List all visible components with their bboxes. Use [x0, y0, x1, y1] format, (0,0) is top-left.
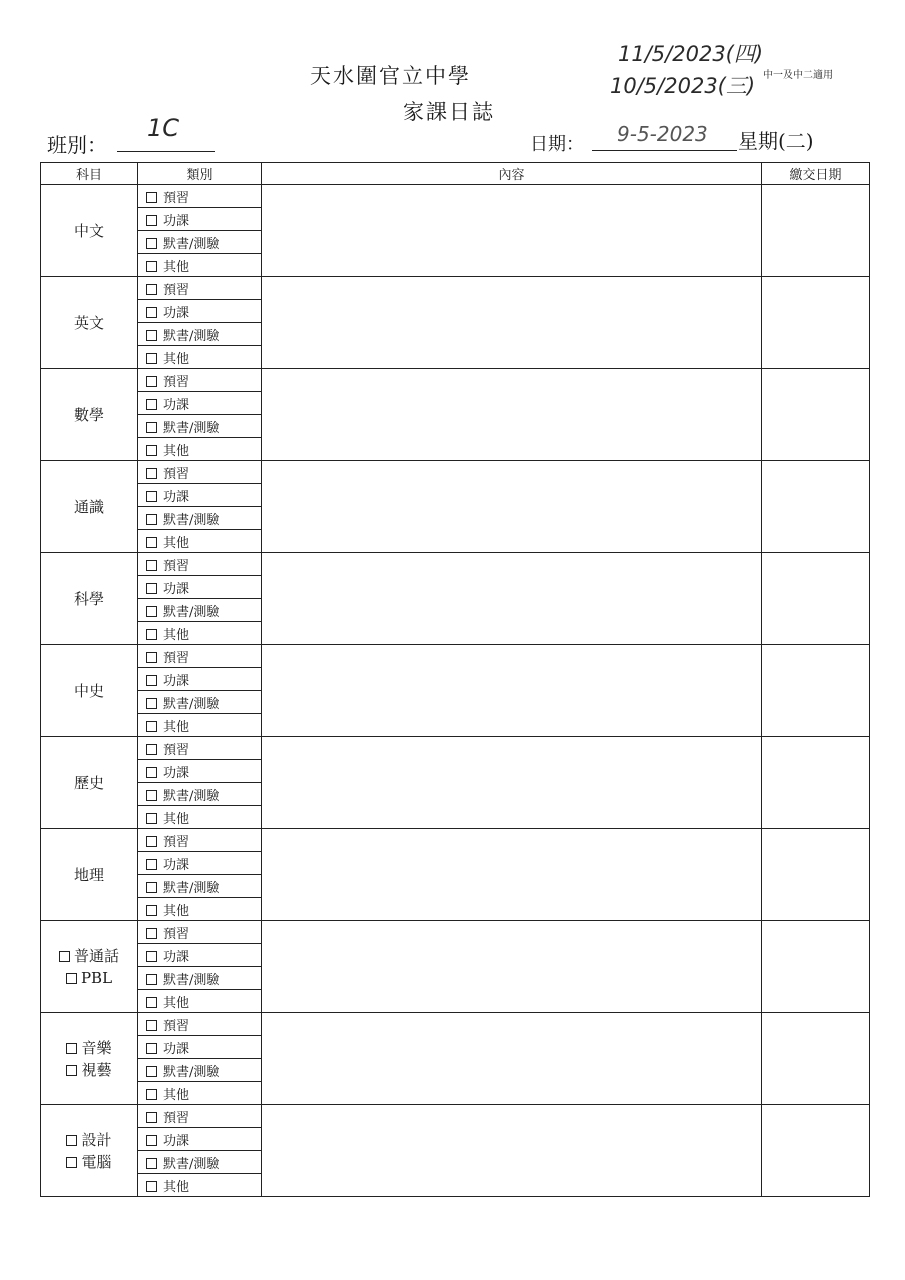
- category-cell[interactable]: [138, 990, 262, 1013]
- checkbox[interactable]: [66, 1043, 77, 1054]
- table-row: [41, 645, 870, 668]
- category-cell[interactable]: [138, 392, 262, 415]
- subject-name[interactable]: [41, 945, 137, 967]
- due-date-cell[interactable]: [762, 829, 870, 921]
- category-label: 功課: [163, 949, 190, 965]
- category-label: 默書/測驗: [163, 512, 220, 528]
- checkbox[interactable]: [146, 445, 157, 456]
- subject-name[interactable]: [41, 967, 137, 989]
- category-label: 默書/測驗: [163, 880, 220, 896]
- category-label: 其他: [163, 443, 190, 459]
- category-cell[interactable]: [138, 254, 262, 277]
- checkbox[interactable]: [146, 491, 157, 502]
- checkbox[interactable]: [146, 790, 157, 801]
- checkbox[interactable]: [146, 905, 157, 916]
- category-label: 默書/測驗: [163, 972, 220, 988]
- subject-name: [41, 588, 137, 610]
- category-cell[interactable]: [138, 323, 262, 346]
- table-body: [41, 185, 870, 1197]
- class-value[interactable]: 1C: [147, 114, 180, 142]
- category-cell[interactable]: [138, 668, 262, 691]
- category-label: 預習: [163, 834, 190, 850]
- category-label: 其他: [163, 351, 190, 367]
- due-date-cell[interactable]: [762, 737, 870, 829]
- category-cell[interactable]: [138, 576, 262, 599]
- table-row: [41, 921, 870, 944]
- checkbox[interactable]: [146, 744, 157, 755]
- subject-label: 地理: [73, 865, 104, 884]
- category-label: 功課: [163, 857, 190, 873]
- category-cell[interactable]: [138, 944, 262, 967]
- category-cell[interactable]: [138, 507, 262, 530]
- column-header-subject: 科目: [41, 163, 138, 185]
- category-cell[interactable]: [138, 1151, 262, 1174]
- applicability-note: 中一及中二適用: [763, 70, 833, 81]
- category-label: 默書/測驗: [163, 1156, 220, 1172]
- category-cell[interactable]: [138, 921, 262, 944]
- category-cell[interactable]: [138, 967, 262, 990]
- subject-name: [41, 772, 137, 794]
- subject-label: PBL: [80, 968, 113, 987]
- subject-name: [41, 680, 137, 702]
- category-label: 默書/測驗: [163, 1064, 220, 1080]
- subject-cell: [41, 185, 138, 277]
- category-cell[interactable]: [138, 1013, 262, 1036]
- category-label: 功課: [163, 305, 190, 321]
- checkbox[interactable]: [146, 1135, 157, 1146]
- subject-label: 視藝: [81, 1060, 112, 1079]
- subject-cell: [41, 1105, 138, 1197]
- table-row: [41, 277, 870, 300]
- category-cell[interactable]: [138, 1174, 262, 1197]
- checkbox[interactable]: [146, 997, 157, 1008]
- date-underline: [592, 150, 737, 151]
- checkbox[interactable]: [146, 514, 157, 525]
- category-cell[interactable]: [138, 1105, 262, 1128]
- category-cell[interactable]: [138, 553, 262, 576]
- checkbox[interactable]: [146, 652, 157, 663]
- content-cell[interactable]: [262, 1105, 762, 1197]
- category-cell[interactable]: [138, 783, 262, 806]
- due-date-cell[interactable]: [762, 369, 870, 461]
- subject-name: [41, 404, 137, 426]
- subject-label: 歷史: [73, 773, 104, 792]
- category-label: 默書/測驗: [163, 328, 220, 344]
- class-label: 班別：: [47, 133, 107, 157]
- checkbox[interactable]: [146, 307, 157, 318]
- category-label: 預習: [163, 190, 190, 206]
- checkbox[interactable]: [146, 583, 157, 594]
- checkbox[interactable]: [146, 928, 157, 939]
- checkbox[interactable]: [146, 698, 157, 709]
- due-date-cell[interactable]: [762, 277, 870, 369]
- subject-label: 設計: [81, 1130, 112, 1149]
- subject-cell: [41, 645, 138, 737]
- category-cell[interactable]: [138, 714, 262, 737]
- category-cell[interactable]: [138, 300, 262, 323]
- category-label: 功課: [163, 397, 190, 413]
- category-cell[interactable]: [138, 185, 262, 208]
- category-label: 功課: [163, 213, 190, 229]
- table-row: [41, 1013, 870, 1036]
- handwritten-date-2: 10/5/2023(三): [610, 74, 756, 98]
- class-underline: [117, 151, 215, 152]
- column-header-due-date: 繳交日期: [762, 163, 870, 185]
- checkbox[interactable]: [146, 859, 157, 870]
- school-title: 天水圍官立中學: [310, 64, 471, 88]
- category-label: 默書/測驗: [163, 236, 220, 252]
- category-label: 功課: [163, 489, 190, 505]
- content-cell[interactable]: [262, 461, 762, 553]
- category-label: 默書/測驗: [163, 696, 220, 712]
- category-cell[interactable]: [138, 1036, 262, 1059]
- subject-name[interactable]: [41, 1129, 137, 1151]
- table-row: [41, 185, 870, 208]
- subject-cell: [41, 1013, 138, 1105]
- subject-name: [41, 496, 137, 518]
- category-cell[interactable]: [138, 760, 262, 783]
- checkbox[interactable]: [146, 560, 157, 571]
- table-header-row: [41, 163, 870, 185]
- category-label: 默書/測驗: [163, 420, 220, 436]
- subject-label: 科學: [73, 589, 104, 608]
- subject-label: 電腦: [81, 1152, 112, 1171]
- checkbox[interactable]: [146, 1112, 157, 1123]
- category-cell[interactable]: [138, 346, 262, 369]
- checkbox[interactable]: [59, 951, 70, 962]
- checkbox[interactable]: [146, 215, 157, 226]
- subject-cell: [41, 277, 138, 369]
- table-row: [41, 829, 870, 852]
- subject-label: 英文: [73, 313, 104, 332]
- checkbox[interactable]: [146, 192, 157, 203]
- due-date-cell[interactable]: [762, 553, 870, 645]
- checkbox[interactable]: [146, 238, 157, 249]
- category-cell[interactable]: [138, 1059, 262, 1082]
- category-cell[interactable]: [138, 1128, 262, 1151]
- table-row: [41, 737, 870, 760]
- category-cell[interactable]: [138, 484, 262, 507]
- category-label: 預習: [163, 1110, 190, 1126]
- category-cell[interactable]: [138, 645, 262, 668]
- due-date-cell[interactable]: [762, 1013, 870, 1105]
- checkbox[interactable]: [146, 1158, 157, 1169]
- category-cell[interactable]: [138, 415, 262, 438]
- subject-name: [41, 312, 137, 334]
- category-cell[interactable]: [138, 875, 262, 898]
- checkbox[interactable]: [146, 468, 157, 479]
- category-cell[interactable]: [138, 277, 262, 300]
- category-cell[interactable]: [138, 461, 262, 484]
- category-label: 默書/測驗: [163, 788, 220, 804]
- category-label: 其他: [163, 811, 190, 827]
- checkbox[interactable]: [146, 951, 157, 962]
- subject-cell: [41, 829, 138, 921]
- category-label: 默書/測驗: [163, 604, 220, 620]
- checkbox[interactable]: [146, 376, 157, 387]
- checkbox[interactable]: [146, 974, 157, 985]
- category-label: 其他: [163, 1087, 190, 1103]
- category-label: 預習: [163, 558, 190, 574]
- category-label: 其他: [163, 627, 190, 643]
- subject-cell: [41, 369, 138, 461]
- content-cell[interactable]: [262, 277, 762, 369]
- category-label: 功課: [163, 581, 190, 597]
- due-date-cell[interactable]: [762, 1105, 870, 1197]
- column-header-content: 內容: [262, 163, 762, 185]
- due-date-cell[interactable]: [762, 185, 870, 277]
- category-cell[interactable]: [138, 691, 262, 714]
- checkbox[interactable]: [146, 675, 157, 686]
- category-cell[interactable]: [138, 1082, 262, 1105]
- subject-cell: [41, 921, 138, 1013]
- checkbox[interactable]: [146, 422, 157, 433]
- category-label: 預習: [163, 466, 190, 482]
- category-label: 其他: [163, 1179, 190, 1195]
- subject-cell: [41, 553, 138, 645]
- content-cell[interactable]: [262, 1013, 762, 1105]
- category-label: 功課: [163, 673, 190, 689]
- form-title: 家課日誌: [403, 100, 495, 124]
- subject-label: 數學: [73, 405, 104, 424]
- subject-name[interactable]: [41, 1059, 137, 1081]
- content-cell[interactable]: [262, 921, 762, 1013]
- category-label: 其他: [163, 719, 190, 735]
- handwritten-date-1: 11/5/2023(四): [618, 42, 764, 66]
- category-cell[interactable]: [138, 852, 262, 875]
- subject-label: 中史: [73, 681, 104, 700]
- category-cell[interactable]: [138, 369, 262, 392]
- checkbox[interactable]: [66, 1065, 77, 1076]
- category-label: 預習: [163, 282, 190, 298]
- category-label: 其他: [163, 535, 190, 551]
- checkbox[interactable]: [146, 813, 157, 824]
- weekday-label: 星期(二): [738, 129, 814, 153]
- checkbox[interactable]: [146, 330, 157, 341]
- category-label: 預習: [163, 926, 190, 942]
- table-row: [41, 553, 870, 576]
- subject-label: 音樂: [81, 1038, 112, 1057]
- category-label: 其他: [163, 259, 190, 275]
- category-label: 其他: [163, 903, 190, 919]
- category-cell[interactable]: [138, 898, 262, 921]
- checkbox[interactable]: [146, 261, 157, 272]
- checkbox[interactable]: [146, 537, 157, 548]
- due-date-cell[interactable]: [762, 645, 870, 737]
- checkbox[interactable]: [66, 973, 77, 984]
- subject-name: [41, 220, 137, 242]
- checkbox[interactable]: [146, 836, 157, 847]
- checkbox[interactable]: [146, 353, 157, 364]
- content-cell[interactable]: [262, 185, 762, 277]
- checkbox[interactable]: [146, 1181, 157, 1192]
- content-cell[interactable]: [262, 829, 762, 921]
- subject-name[interactable]: [41, 1037, 137, 1059]
- category-label: 功課: [163, 765, 190, 781]
- date-value[interactable]: 9-5-2023: [617, 122, 708, 146]
- content-cell[interactable]: [262, 553, 762, 645]
- due-date-cell[interactable]: [762, 461, 870, 553]
- category-cell[interactable]: [138, 438, 262, 461]
- category-cell[interactable]: [138, 806, 262, 829]
- checkbox[interactable]: [146, 1043, 157, 1054]
- subject-label: 中文: [73, 221, 104, 240]
- date-label: 日期：: [530, 134, 584, 155]
- checkbox[interactable]: [146, 882, 157, 893]
- category-label: 預習: [163, 1018, 190, 1034]
- subject-label: 通識: [73, 497, 104, 516]
- checkbox[interactable]: [146, 284, 157, 295]
- category-label: 預習: [163, 650, 190, 666]
- category-label: 預習: [163, 374, 190, 390]
- checkbox[interactable]: [66, 1135, 77, 1146]
- homework-table: [40, 162, 870, 1197]
- subject-label: 普通話: [73, 946, 119, 965]
- due-date-cell[interactable]: [762, 921, 870, 1013]
- category-cell[interactable]: [138, 231, 262, 254]
- category-label: 其他: [163, 995, 190, 1011]
- subject-name: [41, 864, 137, 886]
- category-cell[interactable]: [138, 599, 262, 622]
- checkbox[interactable]: [146, 399, 157, 410]
- category-cell[interactable]: [138, 530, 262, 553]
- content-cell[interactable]: [262, 737, 762, 829]
- category-cell[interactable]: [138, 829, 262, 852]
- checkbox[interactable]: [146, 767, 157, 778]
- checkbox[interactable]: [146, 721, 157, 732]
- checkbox[interactable]: [146, 1020, 157, 1031]
- column-header-category: 類別: [138, 163, 262, 185]
- checkbox[interactable]: [146, 606, 157, 617]
- table-row: [41, 1105, 870, 1128]
- checkbox[interactable]: [66, 1157, 77, 1168]
- checkbox[interactable]: [146, 1089, 157, 1100]
- table-row: [41, 461, 870, 484]
- subject-cell: [41, 737, 138, 829]
- category-cell[interactable]: [138, 622, 262, 645]
- category-cell[interactable]: [138, 208, 262, 231]
- checkbox[interactable]: [146, 629, 157, 640]
- category-label: 預習: [163, 742, 190, 758]
- checkbox[interactable]: [146, 1066, 157, 1077]
- table-row: [41, 369, 870, 392]
- content-cell[interactable]: [262, 369, 762, 461]
- category-label: 功課: [163, 1041, 190, 1057]
- content-cell[interactable]: [262, 645, 762, 737]
- category-label: 功課: [163, 1133, 190, 1149]
- category-cell[interactable]: [138, 737, 262, 760]
- subject-name[interactable]: [41, 1151, 137, 1173]
- subject-cell: [41, 461, 138, 553]
